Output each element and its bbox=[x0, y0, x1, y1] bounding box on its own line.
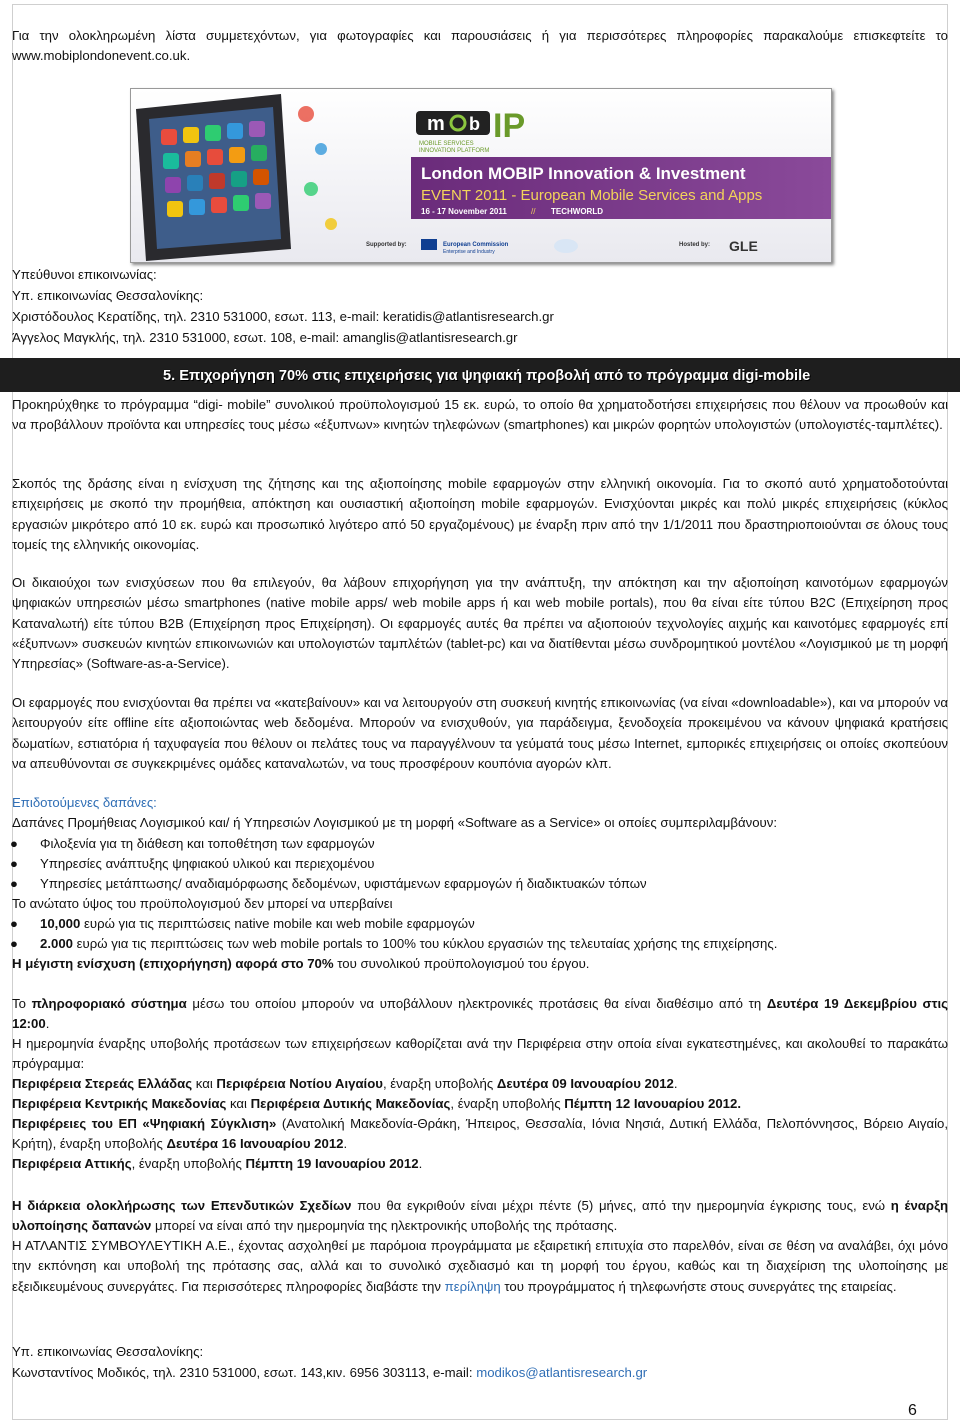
max-support: Η μέγιστη ενίσχυση (επιχορήγηση) αφορά στο 70% του συνολικού προϋπολογισμού του έργου. bbox=[12, 956, 590, 971]
info-system-paragraph: Το πληροφοριακό σύστημα μέσω του οποίου μπορούν να υποβάλλουν ηλεκτρονικές προτάσεις θα είναι διαθέσιμο από τη Δευτέρα 19 Δεκεμβρίου στις 12:00. bbox=[12, 996, 948, 1032]
intro-paragraph: Για την ολοκληρωμένη λίστα συμμετεχόντων, για φωτογραφίες και παρουσιάσεις ή για περισσότερες πληροφορίες παρακαλούμε επισκεφτείτε το www.mobiplondonevent.co.uk. bbox=[12, 28, 948, 64]
summary-link[interactable]: περίληψη bbox=[444, 1278, 501, 1294]
region-schedule-1: Περιφέρεια Στερεάς Ελλάδας και Περιφέρεια Νοτίου Αιγαίου, έναρξη υποβολής Δευτέρα 09 Ιανουαρίου 2012. bbox=[12, 1076, 678, 1091]
expenses-item-3: ● Υπηρεσίες μετάπτωσης/ αναδιαμόρφωσης δεδομένων, υφιστάμενων εφαρμογών ή διαδικτυακών τόπων bbox=[10, 876, 647, 891]
contacts-title: Υπεύθυνοι επικοινωνίας: bbox=[12, 267, 157, 282]
region-schedule-4: Περιφέρεια Αττικής, έναρξη υποβολής Πέμπτη 19 Ιανουαρίου 2012. bbox=[12, 1156, 423, 1171]
expenses-item-1: ● Φιλοξενία για τη διάθεση και τοποθέτηση των εφαρμογών bbox=[10, 836, 375, 851]
banner-graphic bbox=[131, 89, 831, 262]
footer-contact: Κωνσταντίνος Μοδικός, τηλ. 2310 531000, εσωτ. 143,κιν. 6956 303113, e-mail: modikos@atlantisresearch.gr bbox=[12, 1365, 648, 1380]
svg-text:16 - 17 November 2011: 16 - 17 November 2011 bbox=[421, 207, 507, 216]
expenses-item-2: ● Υπηρεσίες ανάπτυξης ψηφιακού υλικού και περιεχομένου bbox=[10, 856, 375, 871]
page-number: 6 bbox=[908, 1402, 917, 1419]
svg-text:m: m bbox=[427, 113, 445, 135]
footer-email-link[interactable]: modikos@atlantisresearch.gr bbox=[476, 1365, 648, 1380]
svg-text:Hosted by:: Hosted by: bbox=[679, 242, 711, 248]
svg-text:European Commission: European Commission bbox=[443, 242, 509, 248]
paragraph-4: Οι εφαρμογές που ενισχύονται θα πρέπει να «κατεβαίνουν» και να λειτουργούν στη συσκευή κινητής επικοινωνίας (να είναι «downloadable»), και να μπορούν να λειτουργούν είτε offline είτε αξιοποιώντας web δεδομένα. Μπορούν να ενισχυθούν, για παράδειγμα, ξενοδοχεία προκειμένου να κάνουν ψηφιακά κρατήσεις δωματίων, εστιατόρια ή ταχυφαγεία που θέλουν οι πελάτες τους να παραγγέλνουν τα γεύματά τους μέσω Internet, εμπορικές επιχειρήσεις οι οποίες σκοπεύουν να απευθύνονται σε συγκεκριμένες ομάδες καταναλωτών, να τους προσφέρουν κουπόνια αγορών κλπ. bbox=[12, 695, 948, 771]
paragraph-2: Σκοπός της δράσης είναι η ενίσχυση της ζήτησης και της αξιοποίησης mobile εφαρμογών στην ελληνική οικονομία. Για το σκοπό αυτό χρηματοδοτούνται επιχειρήσεις με σκοπό την προμήθεια, απόκτηση και ουσιαστική αξιοποίηση mobile εφαρμογών. Ενισχύονται μικρές και πολύ μικρές επιχειρήσεις (κύκλος εργασιών μικρότερο από 10 εκ. ευρώ και προσωπικό λιγότερο από 50 εργαζομένους) με έναρξη πριν από την 1/1/2011 που δραστηριοποιούνται σε όλους τους τομείς της ελληνικής οικονομίας. bbox=[12, 476, 948, 552]
region-schedule-2: Περιφέρεια Κεντρικής Μακεδονίας και Περιφέρεια Δυτικής Μακεδονίας, έναρξη υποβολής Πέμπτη 12 Ιανουαρίου 2012. bbox=[12, 1096, 742, 1111]
contact-person-2: Άγγελος Μαγκλής, τηλ. 2310 531000, εσωτ. 108, e-mail: amanglis@atlantisresearch.gr bbox=[12, 330, 518, 345]
svg-text:GLE: GLE bbox=[729, 238, 758, 254]
svg-text:INNOVATION PLATFORM: INNOVATION PLATFORM bbox=[419, 148, 490, 154]
contact-person-1: Χριστόδουλος Κερατίδης, τηλ. 2310 531000, εσωτ. 113, e-mail: keratidis@atlantisresearch.gr bbox=[12, 309, 554, 324]
svg-text:MOBILE SERVICES: MOBILE SERVICES bbox=[419, 141, 474, 147]
paragraph-1: Προκηρύχθηκε το πρόγραμμα “digi- mobile” συνολικού προϋπολογισμού 15 εκ. ευρώ, το οποίο θα χρηματοδοτήσει επιχειρήσεις που θέλουν να προωθούν και να προβάλλουν προϊόντα και υπηρεσίες τους μέσω «έξυπνων» κινητών τηλεφώνων (smartphones) και μικρών φορητών υπολογιστών (υπολογιστές-ταμπλέτες). bbox=[12, 397, 948, 433]
budget-intro: Το ανώτατο ύψος του προϋπολογισμού δεν μπορεί να υπερβαίνει bbox=[12, 896, 393, 911]
budget-item-2: ● 2.000 ευρώ για τις περιπτώσεις των web mobile portals το 100% του κύκλου εργασιών της τελευταίας χρήσης της επιχείρησης. bbox=[10, 936, 778, 951]
contacts-office: Υπ. επικοινωνίας Θεσσαλονίκης: bbox=[12, 288, 204, 303]
svg-text:b: b bbox=[469, 114, 480, 134]
expenses-title: Επιδοτούμενες δαπάνες: bbox=[12, 795, 157, 810]
svg-text:London MOBIP Innovation & Inve: London MOBIP Innovation & Investment bbox=[421, 164, 746, 183]
paragraph-3: Οι δικαιούχοι των ενισχύσεων που θα επιλεγούν, θα λάβουν επιχορήγηση για την ανάπτυξη, την απόκτηση και την αξιοποίηση καινοτόμων εφαρμογών ψηφιακών υπηρεσιών μέσω smartphones (native mobile apps/ web mobile apps ή και web mobile portals), που θα είναι είτε τύπου B2C (Επιχείρηση προς Καταναλωτή) είτε τύπου B2B (Επιχείρηση προς Επιχείρηση). Οι εφαρμογές αυτές θα πρέπει να αξιοποιούν τεχνολογίες αιχμής και καινοτόμες εφαρμογές επί «έξυπνων» συσκευών κινητών επικοινωνιών και υπολογιστών ταμπλέτών (tablet-pc) και να διατίθενται μέσω συνδρομητικού μοντέλου «Λογισμικού με τη μορφή Υπηρεσίας» (Software-as-a-Service). bbox=[12, 575, 948, 672]
mobip-event-banner bbox=[130, 88, 832, 263]
svg-text:EVENT 2011 - European Mobile S: EVENT 2011 - European Mobile Services and Apps bbox=[421, 187, 763, 204]
submission-start-paragraph: Η ημερομηνία έναρξης υποβολής προτάσεων των επιχειρήσεων καθορίζεται ανά την Περιφέρεια στην οποία είναι εγκατεστημένες, και ακολουθεί το παρακάτω πρόγραμμα: bbox=[12, 1036, 948, 1072]
svg-text://: // bbox=[531, 207, 536, 216]
footer-office: Υπ. επικοινωνίας Θεσσαλονίκης: bbox=[12, 1344, 204, 1359]
svg-text:Supported by:: Supported by: bbox=[366, 242, 407, 248]
region-schedule-3: Περιφέρειες του ΕΠ «Ψηφιακή Σύγκλιση» (Ανατολική Μακεδονία-Θράκη, Ήπειρος, Θεσσαλία, Ιόνια Νησιά, Δυτική Ελλάδα, Πελοπόννησος, Βόρειο Αιγαίο, Κρήτη), έναρξη υποβολής Δευτέρα 16 Ιανουαρίου 2012. bbox=[12, 1116, 948, 1152]
expenses-intro: Δαπάνες Προμήθειας Λογισμικού και/ ή Υπηρεσιών Λογισμικού με τη μορφή «Software as a Service» οι οποίες συμπεριλαμβάνουν: bbox=[12, 815, 778, 830]
duration-paragraph: Η διάρκεια ολοκλήρωσης των Επενδυτικών Σχεδίων που θα εγκριθούν είναι μέχρι πέντε (5) μήνες, από την ημερομηνία έγκρισης τους, ενώ η έναρξη υλοποίησης δαπανών μπορεί να είναι από την ημερομηνία της ηλεκτρονικής υποβολής της πρότασης. bbox=[12, 1198, 948, 1234]
svg-text:Enterprise and Industry: Enterprise and Industry bbox=[443, 249, 495, 255]
svg-text:TECHWORLD: TECHWORLD bbox=[551, 207, 603, 216]
svg-text:IP: IP bbox=[493, 107, 526, 145]
atlantis-paragraph: Η ΑΤΛΑΝΤΙΣ ΣΥΜΒΟΥΛΕΥΤΙΚΗ Α.Ε., έχοντας ασχοληθεί με παρόμοια προγράμματα με εξαιρετική επιτυχία στο παρελθόν, είναι σε θέση να αναλάβει, όχι μόνο την εκπόνηση και υποβολή της πρότασης σας, αλλά και το συνολικό σχεδιασμό και τη μορφή του έργου, καθώς και τη διαχείριση της υλοποίησης με εξειδικευμένους συνεργάτες. Για περισσότερες πληροφορίες διαβάστε την περίληψη του προγράμματος ή τηλεφωνήστε στους συνεργάτες της εταιρείας. bbox=[12, 1238, 948, 1294]
budget-item-1: ● 10,000 ευρώ για τις περιπτώσεις native mobile και web mobile εφαρμογών bbox=[10, 916, 475, 931]
section-heading: 5. Επιχορήγηση 70% στις επιχειρήσεις για ψηφιακή προβολή από το πρόγραμμα digi-mobile bbox=[163, 368, 811, 384]
